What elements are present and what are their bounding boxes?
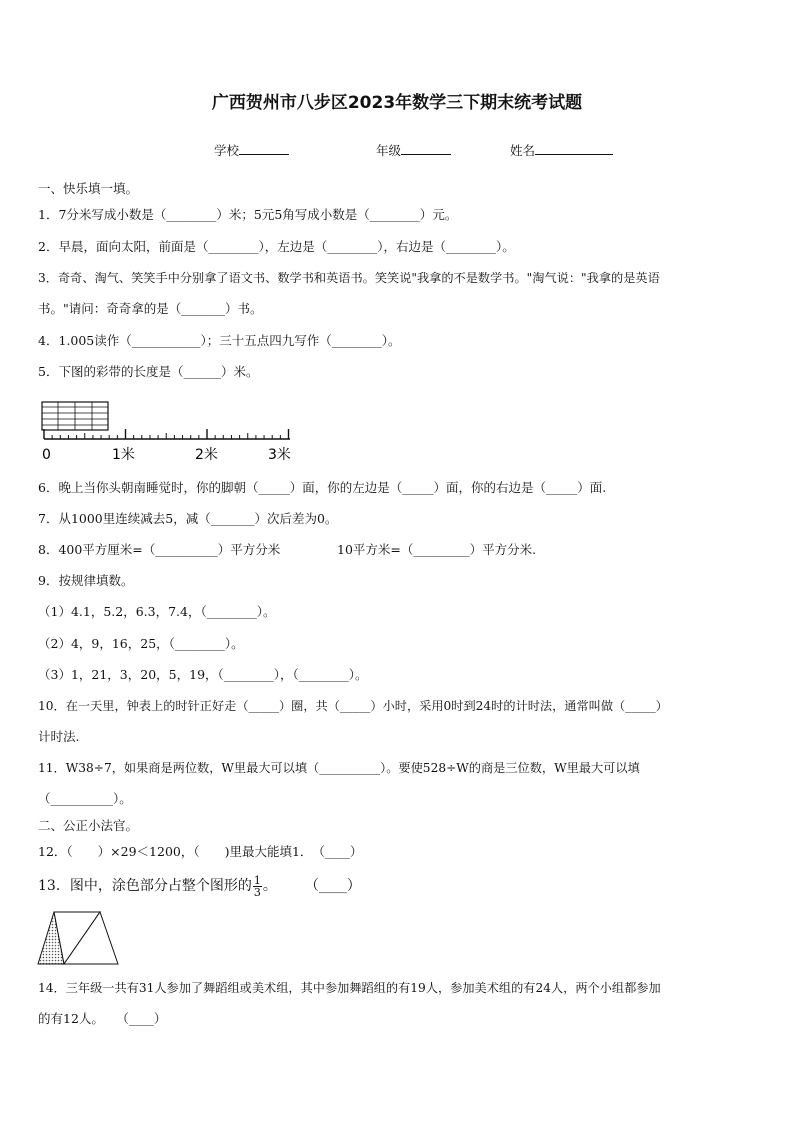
question-3-line-2: 书。"请问：奇奇拿的是（_______）书。 (38, 301, 263, 316)
question-13 (38, 874, 361, 898)
question-9-2: （2）4，9，16，25，（________）。 (38, 636, 244, 651)
school-blank[interactable] (239, 141, 289, 155)
school-label: 学校 (214, 143, 240, 158)
question-13-text: 13．图中，涂色部分占整个图形的 (38, 878, 252, 894)
question-14-line-2: 的有12人。 （____） (38, 1011, 167, 1026)
question-9: 9．按规律填数。 (38, 573, 134, 588)
fraction-numerator: 1 (253, 873, 261, 887)
ruler-label-3m: 3米 (268, 447, 291, 463)
grade-label: 年级 (376, 143, 402, 158)
ruler-label-2m: 2米 (195, 447, 218, 463)
question-6: 6．晚上当你头朝南睡觉时，你的脚朝（_____）面，你的左边是（_____）面，你的右边是（_____）面. (38, 480, 607, 495)
question-14-line-1: 14．三年级一共有31人参加了舞蹈组或美术组，其中参加舞蹈组的有19人，参加美术组的有24人，两个小组都参加 (38, 981, 661, 995)
ruler-label-0: 0 (42, 447, 51, 463)
question-13-answer: 。 （____） (262, 878, 361, 894)
question-7: 7．从1000里连续减去5，减（_______）次后差为0。 (38, 511, 338, 526)
question-3-line-1: 3．奇奇、淘气、笑笑手中分别拿了语文书、数学书和英语书。笑笑说"我拿的不是数学书。"淘气说："我拿的是英语 (38, 271, 660, 285)
ribbon-ruler-figure (36, 396, 306, 466)
question-4: 4．1.005读作（___________）；三十五点四九写作（________）。 (38, 333, 401, 348)
section-2-heading: 二、公正小法官。 (38, 818, 139, 833)
question-8-part-a: 8．400平方厘米=（__________）平方分米 (38, 542, 281, 557)
grade-field (376, 141, 451, 159)
page-title: 广西贺州市八步区2023年数学三下期末统考试题 (211, 93, 583, 113)
fraction-denominator: 3 (253, 885, 261, 899)
triangle-figure (36, 908, 126, 968)
name-label: 姓名 (510, 143, 536, 158)
ruler-label-1m: 1米 (112, 447, 135, 463)
question-9-3: （3）1，21，3，20，5，19，（________），（________）。 (38, 667, 368, 682)
section-1-heading: 一、快乐填一填。 (38, 181, 139, 196)
question-12: 12．（ ）×29＜1200，（ )里最大能填1． （____） (38, 844, 363, 859)
question-10-line-2: 计时法. (38, 729, 80, 744)
name-blank[interactable] (535, 141, 613, 155)
fraction-one-third (253, 875, 262, 898)
name-field (510, 141, 613, 159)
question-2: 2．早晨，面向太阳，前面是（________），左边是（________），右边是（________）。 (38, 239, 515, 254)
grade-blank[interactable] (401, 141, 451, 155)
question-9-1: （1）4.1，5.2，6.3，7.4，（________）。 (38, 604, 276, 619)
school-field (214, 141, 289, 159)
question-11-line-1: 11．W38÷7，如果商是两位数，W里最大可以填（__________）。要使528÷W的商是三位数，W里最大可以填 (38, 761, 640, 775)
ruler (42, 429, 291, 463)
question-10-line-1: 10．在一天里，钟表上的时针正好走（_____）圈，共（_____）小时，采用0时到24时的计时法，通常叫做（_____） (38, 699, 668, 713)
question-8-part-b: 10平方米=（_________）平方分米. (337, 542, 537, 557)
question-5: 5．下图的彩带的长度是（______）米。 (38, 364, 259, 379)
question-1: 1．7分米写成小数是（________）米；5元5角写成小数是（________）元。 (38, 207, 458, 222)
ribbon (42, 402, 108, 430)
question-11-line-2: （__________）。 (38, 791, 132, 806)
